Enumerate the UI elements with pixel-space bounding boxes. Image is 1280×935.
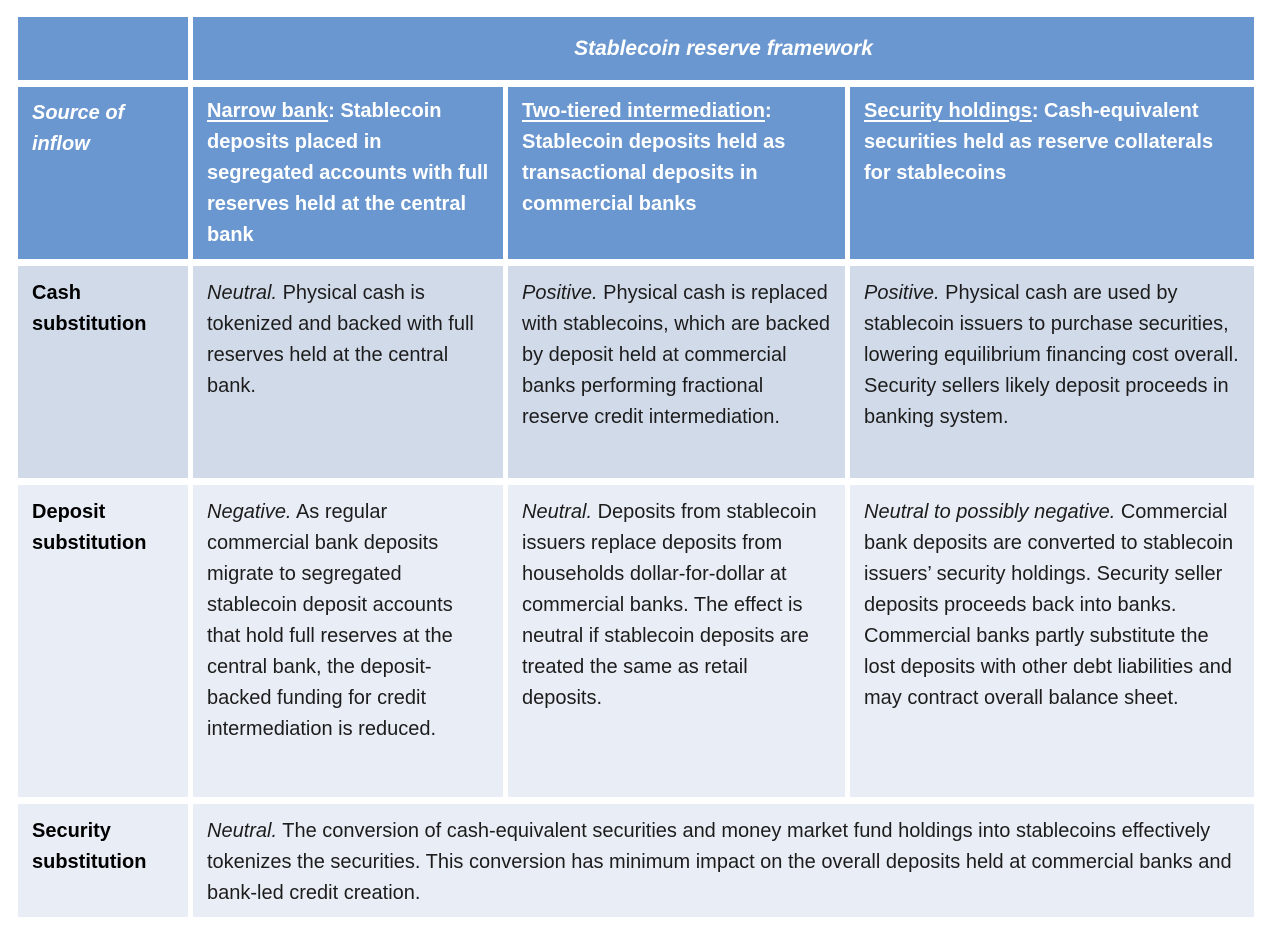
verdict-text: Positive. [522,282,598,304]
cell-deposit-security-holdings [850,485,1254,797]
cell-deposit-two-tiered [508,485,845,797]
security-holdings-description: : Cash-equivalent securities held as reserve collaterals for stablecoins [864,100,1214,184]
cell-cash-narrow-bank [193,266,503,478]
verdict-text: Neutral. [207,282,278,304]
cell-security-substitution-merged [193,804,1254,917]
row-label-text: Security substitution [32,820,147,873]
banner-cell [193,17,1254,80]
cell-text: Physical cash are used by stablecoin issuers to purchase securities, lowering equilibrium financing cost overall. Security sellers likely deposit proceeds in banking system. [864,282,1239,428]
narrow-bank-description: : Stablecoin deposits placed in segregated accounts with full reserves held at the central bank [207,100,489,246]
column-header-two-tiered [508,87,845,259]
stablecoin-framework-table [18,17,1254,917]
two-tiered-description: : Stablecoin deposits held as transactional deposits in commercial banks [522,100,786,215]
row-label-deposit-substitution [18,485,188,797]
column-header-security-holdings [850,87,1254,259]
row-label-text: Cash substitution [32,282,147,335]
corner-cell [18,17,188,80]
cell-text: As regular commercial bank deposits migrate to segregated stablecoin deposit accounts that hold full reserves at the central bank, the deposit-backed funding for credit intermediation is reduced. [207,501,453,740]
row-label-security-substitution [18,804,188,917]
column-header-narrow-bank [193,87,503,259]
verdict-text: Neutral. [522,501,593,523]
table-title: Stablecoin reserve framework [574,36,873,60]
cell-deposit-narrow-bank [193,485,503,797]
source-of-inflow-label: Source of inflow [32,102,125,155]
cell-text: Physical cash is tokenized and backed with full reserves held at the central bank. [207,282,474,397]
verdict-text: Positive. [864,282,940,304]
cell-text: Physical cash is replaced with stablecoins, which are backed by deposit held at commercial banks performing fractional reserve credit intermediation. [522,282,830,428]
security-holdings-term: Security holdings [864,100,1032,122]
verdict-text: Negative. [207,501,292,523]
row-label-text: Deposit substitution [32,501,147,554]
verdict-text: Neutral. [207,820,278,842]
source-of-inflow-header [18,87,188,259]
two-tiered-term: Two-tiered intermediation [522,100,765,122]
cell-cash-two-tiered [508,266,845,478]
cell-text: Commercial bank deposits are converted to stablecoin issuers’ security holdings. Security seller deposits proceeds back into banks. Commercial banks partly substitute the lost deposits with other debt liabilities and may contract overall balance sheet. [864,501,1234,709]
verdict-text: Neutral to possibly negative. [864,501,1116,523]
cell-text: The conversion of cash-equivalent securities and money market fund holdings into stablecoins effectively tokenizes the securities. This conversion has minimum impact on the overall deposits held at commercial banks and bank-led credit creation. [207,820,1232,904]
narrow-bank-term: Narrow bank [207,100,329,122]
cell-cash-security-holdings [850,266,1254,478]
cell-text: Deposits from stablecoin issuers replace deposits from households dollar-for-dollar at commercial banks. The effect is neutral if stablecoin deposits are treated the same as retail deposits. [522,501,817,709]
row-label-cash-substitution [18,266,188,478]
